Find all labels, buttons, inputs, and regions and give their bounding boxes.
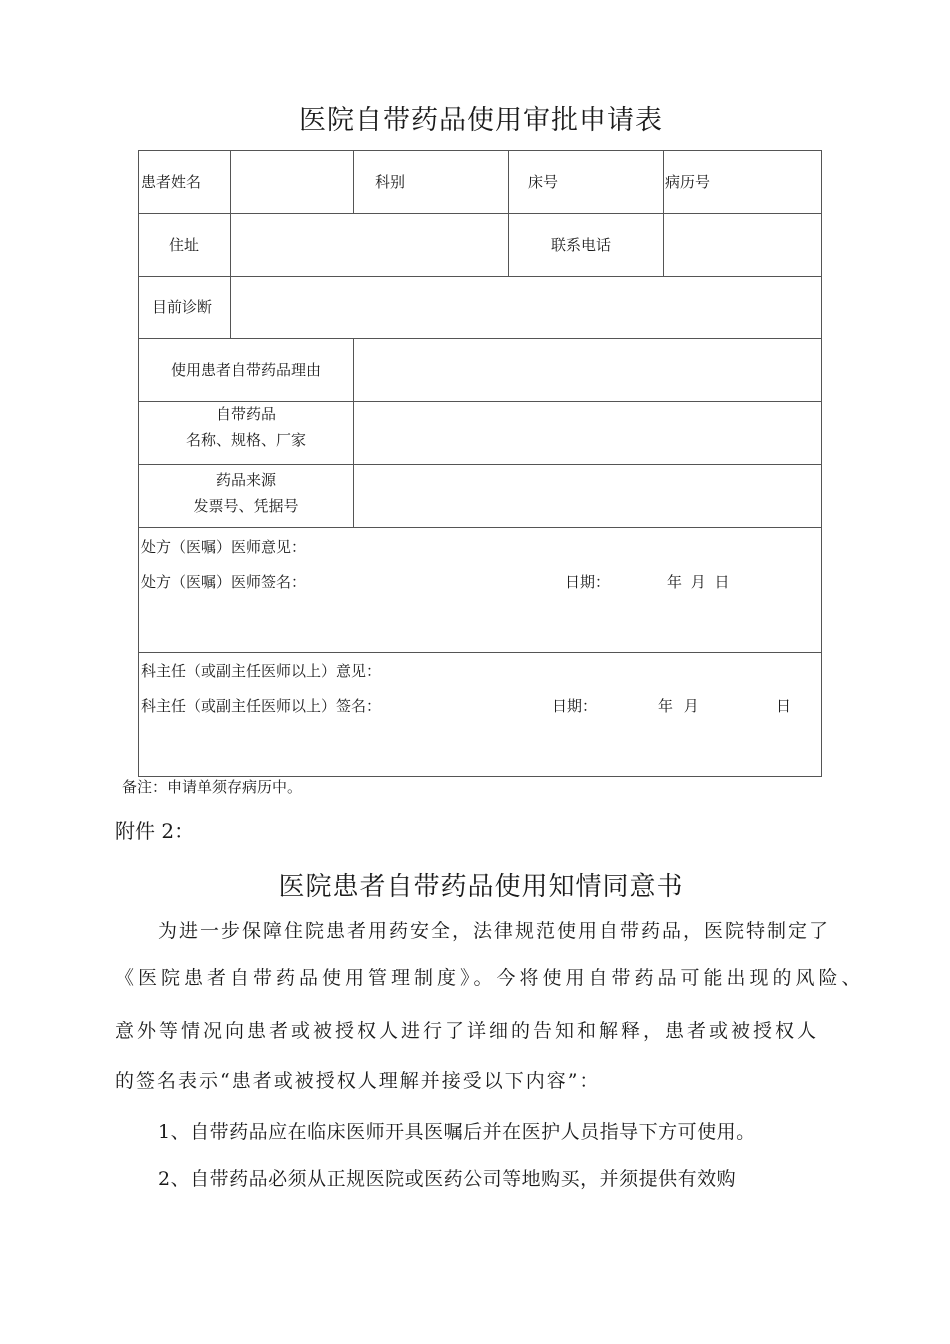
drug-source-label-line2: 发票号、凭据号 (193, 497, 299, 515)
reason-label: 使用患者自带药品理由 (170, 361, 321, 379)
director-signature-label: 科主任（或副主任医师以上）签名： (141, 697, 382, 715)
col-divider (663, 151, 664, 276)
row-divider (139, 213, 821, 214)
director-date-label: 日期： (552, 697, 598, 715)
doctor-date-fields: 年 月 日 (667, 573, 730, 591)
row-divider (139, 652, 821, 653)
drug-info-label-line1: 自带药品 (215, 405, 276, 423)
director-opinion-label: 科主任（或副主任医师以上）意见： (141, 662, 382, 680)
diagnosis-label: 目前诊断 (152, 298, 213, 316)
row-divider (139, 464, 821, 465)
drug-info-label (139, 401, 353, 453)
director-date-fields: 年 月 (658, 697, 699, 715)
director-date-day: 日 (776, 697, 792, 715)
consent-paragraph-line: 为进一步保障住院患者用药安全，法律规范使用自带药品，医院特制定了 (158, 920, 831, 942)
row-divider (139, 338, 821, 339)
consent-title: 医院患者自带药品使用知情同意书 (278, 872, 684, 902)
consent-item-1: 1、自带药品应在临床医师开具医嘱后并在医护人员指导下方可使用。 (158, 1121, 756, 1143)
consent-item-2: 2、自带药品必须从正规医院或医药公司等地购买，并须提供有效购 (158, 1168, 737, 1190)
row-divider (139, 276, 821, 277)
drug-info-label-line2: 名称、规格、厂家 (185, 431, 306, 449)
bed-number-label: 床号 (528, 173, 559, 191)
annex-label: 附件 2： (115, 819, 195, 843)
col-divider (353, 338, 354, 527)
row-divider (139, 527, 821, 528)
drug-source-label (139, 467, 353, 519)
form-note: 备注：申请单须存病历中。 (122, 778, 303, 796)
medical-record-label: 病历号 (665, 173, 711, 191)
doctor-date-label: 日期： (565, 573, 611, 591)
form-title: 医院自带药品使用审批申请表 (299, 105, 663, 136)
phone-label: 联系电话 (551, 236, 612, 254)
col-divider (508, 151, 509, 276)
approval-form-table (138, 150, 822, 777)
consent-paragraph-line: 的签名表示“患者或被授权人理解并接受以下内容”： (115, 1070, 601, 1092)
drug-source-label-line1: 药品来源 (215, 471, 276, 489)
department-label: 科别 (375, 173, 406, 191)
col-divider (230, 151, 231, 338)
doctor-signature-label: 处方（医嘱）医师签名： (141, 573, 307, 591)
col-divider (353, 151, 354, 213)
doctor-opinion-label: 处方（医嘱）医师意见： (141, 538, 307, 556)
consent-paragraph-line: 《医院患者自带药品使用管理制度》。今将使用自带药品可能出现的风险、 (115, 967, 865, 989)
address-label: 住址 (169, 236, 200, 254)
patient-name-label: 患者姓名 (141, 173, 202, 191)
consent-paragraph-line: 意外等情况向患者或被授权人进行了详细的告知和解释，患者或被授权人 (115, 1020, 820, 1042)
